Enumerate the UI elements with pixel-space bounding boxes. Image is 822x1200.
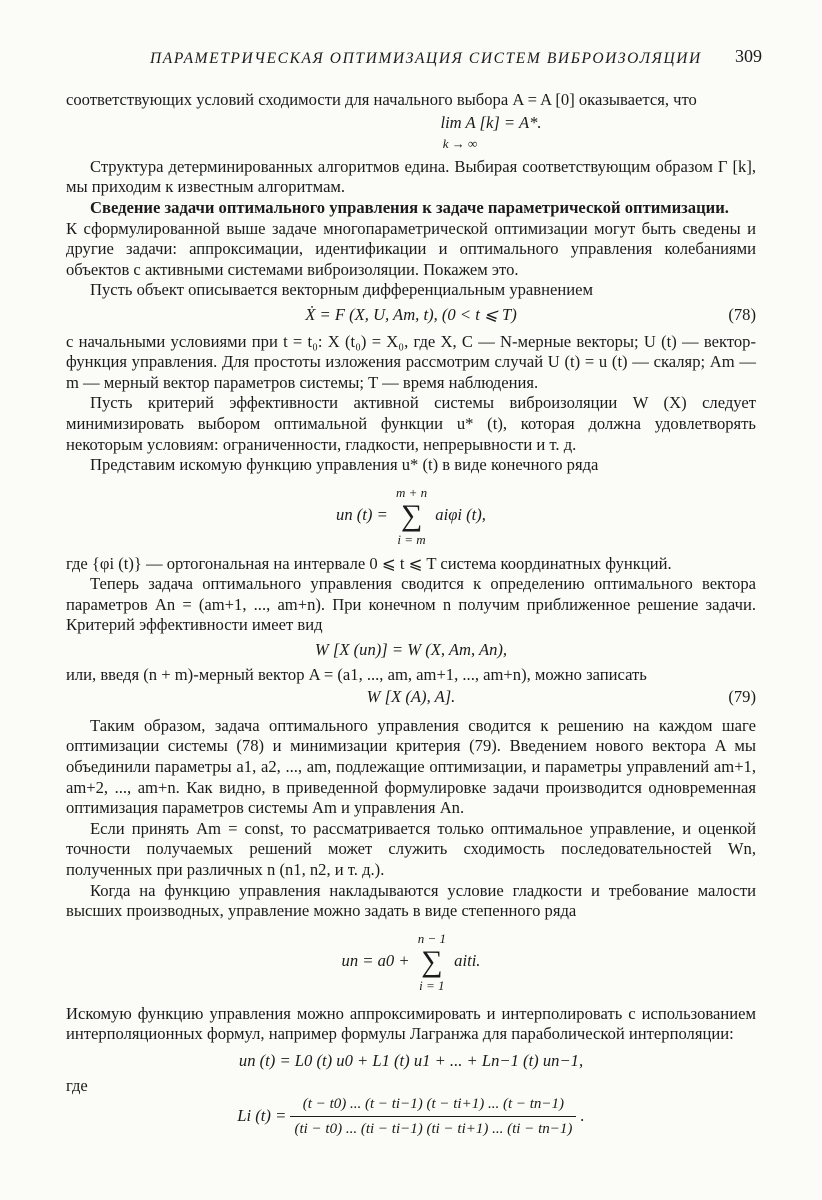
power-upper: n − 1 (417, 930, 447, 946)
basis-denominator: (ti − t0) ... (ti − ti−1) (ti − ti+1) ... (ti − tn−1) (294, 1121, 573, 1138)
sum-icon: ∑ (400, 498, 423, 532)
series-lhs: un (t) = (336, 504, 388, 524)
series-sum (396, 484, 427, 548)
lagrange-expression: un (t) = L0 (t) u0 + L1 (t) u1 + ... + Ln−1 (t) un−1, (238, 1050, 584, 1070)
paragraph-7: Представим искомую функцию управления u* (t) в виде конечного ряда (90, 455, 599, 475)
equation-79-number: (79) (728, 687, 756, 707)
paragraph-6: Пусть критерий эффективности активной системы виброизоляции W (X) следует минимизировать выбором оптимальной функции u* (t), которая должна удовлетворять некоторым условиям: ограниченности, гладкости, непрерывности и т. д. (66, 393, 756, 454)
section-heading (66, 198, 756, 219)
equation-criterion (66, 640, 756, 661)
running-title: ПАРАМЕТРИЧЕСКАЯ ОПТИМИЗАЦИЯ СИСТЕМ ВИБРОИЗОЛЯЦИИ (150, 50, 702, 67)
equation-limit (226, 113, 756, 155)
criterion-expression: W [X (un)] = W (X, Am, An), (314, 640, 508, 660)
equation-lagrange-basis (66, 1094, 756, 1140)
section-title: Сведение задачи оптимального управления к задаче параметрической оптимизации. (90, 197, 729, 217)
basis-end: . (580, 1105, 585, 1125)
paragraph-10: или, введя (n + m)-мерный вектор A = (a1, ..., am, am+1, ..., am+n), можно записать (66, 664, 647, 684)
where-line (66, 1076, 756, 1094)
page-header (66, 46, 762, 72)
limit-subscript: k → ∞ (442, 136, 478, 152)
paragraph-8: где {φi (t)} — ортогональная на интервале 0 ⩽ t ⩽ T система координатных функций. (66, 553, 672, 573)
basis-numerator: (t − t0) ... (t − ti−1) (t − ti+1) ... (t − tn−1) (290, 1094, 576, 1118)
equation-lagrange (66, 1051, 756, 1072)
page-number: 309 (735, 46, 762, 66)
equation-series (66, 484, 756, 548)
where-label: где (66, 1075, 88, 1095)
paragraph-13: Когда на функцию управления накладываются условие гладкости и требование малости высших производных, управление можно задать в виде степенного ряда (66, 880, 756, 921)
paragraph-12: Если принять Am = const, то рассматривается только оптимальное управление, и оценкой точности получаемых решений может служить сходимость последовательностей Wn, полученных при различных n (n1, n2, и т. д.). (66, 818, 756, 879)
paragraph-9: Теперь задача оптимального управления сводится к определению оптимального вектора параметров An = (am+1, ..., am+n). При конечном n получим приближенное решение задачи. Критерий эффективности имеет вид (66, 574, 756, 635)
paragraph-14: Искомую функцию управления можно аппроксимировать и интерполировать с использованием интерполяционных формул, например формулы Лагранжа для параболической интерполяции: (66, 1003, 756, 1044)
equation-78-body: Ẋ = F (X, U, Am, t), (0 < t ⩽ T) (305, 304, 517, 324)
basis-lhs: Li (t) = (237, 1105, 287, 1125)
power-lower: i = 1 (419, 977, 445, 993)
paragraph-2: Структура детерминированных алгоритмов едина. Выбирая соответствующим образом Γ [k], мы приходим к известным алгоритмам. (66, 156, 756, 197)
equation-79 (66, 687, 756, 708)
paragraph-4: Пусть объект описывается векторным дифференциальным уравнением (90, 280, 593, 300)
paragraph-3: К сформулированной выше задаче многопараметрической оптимизации могут быть сведены и другие задачи: аппроксимации, идентификации и оптимального управления колебаниями объектов с активными системами виброизоляции. Покажем это. (66, 218, 756, 279)
equation-79-body: W [X (A), A]. (366, 687, 456, 707)
power-lhs: un = a0 + (341, 950, 410, 970)
series-rhs: aiφi (t), (435, 504, 486, 524)
equation-power-series (66, 930, 756, 994)
equation-78-number: (78) (728, 304, 756, 324)
basis-fraction (290, 1094, 576, 1140)
sum-icon: ∑ (421, 944, 443, 978)
limit-expression: lim A [k] = A*. (440, 112, 542, 132)
power-sum (418, 930, 446, 994)
paragraph-5: с начальными условиями при t = t₀: X (t₀) = X₀, где X, C — N-мерные векторы; U (t) — вектор-функция управления. Для простоты изложения рассмотрим случай U (t) = u (t) — скаляр; Am — m — мерный вектор параметров системы; T — время наблюдения. (66, 331, 756, 392)
paragraph-1: соответствующих условий сходимости для начального выбора A = A [0] оказывается, что (66, 90, 697, 109)
equation-78 (66, 305, 756, 326)
paragraph-11: Таким образом, задача оптимального управления сводится к решению на каждом шаге оптимизации системы (78) и минимизации критерия (79). Введением нового вектора A мы объединили параметры a1, a2, ..., am, подлежащие оптимизации, и параметры управлений am+1, am+2, ..., am+n. Как видно, в приведенной формулировке задачи производится одновременная оптимизация параметров системы Am и управления An. (66, 715, 756, 818)
series-upper: m + n (395, 484, 428, 500)
series-lower: i = m (397, 531, 426, 547)
page-body (66, 90, 756, 1140)
power-rhs: aiti. (454, 950, 481, 970)
